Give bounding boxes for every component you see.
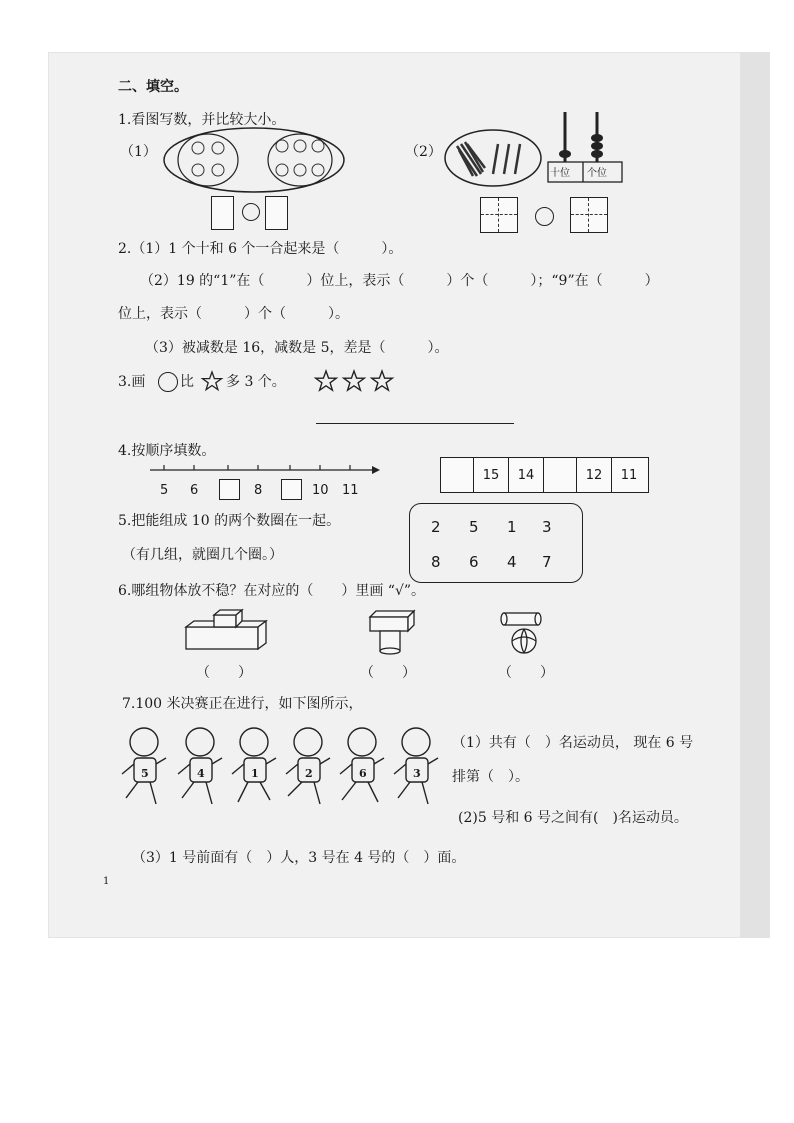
- question-1-part2-label: （2）: [405, 144, 442, 160]
- star-icon: [202, 371, 222, 391]
- drawing-answer-line[interactable]: [316, 423, 514, 424]
- block-on-cylinder-object: [368, 609, 418, 655]
- grid-number[interactable]: 5: [469, 518, 479, 536]
- grid-number[interactable]: 7: [542, 553, 552, 571]
- numberline-blank-1[interactable]: [219, 479, 240, 500]
- number-line: [150, 462, 382, 478]
- question-7-text: 7.100 米决赛正在进行，如下图所示，: [122, 696, 363, 712]
- runner-bib: 2: [305, 767, 313, 780]
- question-5-line1: 5.把能组成 10 的两个数圈在一起。: [118, 513, 341, 529]
- question-1-part1-label: （1）: [120, 144, 157, 160]
- question-2-line4: （3）被减数是 16，减数是 5，差是（ ）。: [145, 340, 449, 356]
- runner-bib: 3: [413, 767, 421, 780]
- numberline-label: 8: [254, 483, 263, 498]
- question-2-line2: （2）19 的“1”在（ ）位上，表示（ ）个（ ）；“9”在（ ）: [140, 273, 659, 289]
- number-grid-box: [409, 503, 583, 583]
- answer-box-1a[interactable]: [211, 196, 234, 230]
- runner-bib: 4: [197, 767, 205, 780]
- question-7-part3: （3）1 号前面有（ ）人，3 号在 4 号的（ ）面。: [132, 850, 466, 866]
- compare-circle-1[interactable]: [242, 203, 260, 221]
- page-number: 1: [103, 876, 110, 887]
- three-stars-illustration: [315, 370, 395, 392]
- answer-box-2b[interactable]: [570, 197, 608, 233]
- grid-number[interactable]: 1: [507, 518, 517, 536]
- answer-paren-3[interactable]: （ ）: [498, 665, 554, 681]
- question-5-line2: （有几组，就圈几个圈。）: [122, 547, 283, 563]
- abacus-ones-label: 个位: [587, 168, 607, 179]
- grid-number[interactable]: 2: [431, 518, 441, 536]
- runner-bib: 5: [141, 767, 149, 780]
- section-title: 二、填空。: [118, 79, 188, 95]
- question-1-text: 1.看图写数，并比较大小。: [118, 112, 286, 128]
- question-4-text: 4.按顺序填数。: [118, 443, 216, 459]
- grid-number[interactable]: 6: [469, 553, 479, 571]
- numberline-label: 11: [342, 483, 359, 498]
- answer-box-1b[interactable]: [265, 196, 288, 230]
- sequence-cell: 12: [577, 458, 612, 492]
- numberline-blank-2[interactable]: [281, 479, 302, 500]
- sequence-cell[interactable]: [544, 458, 577, 492]
- animal-groups-illustration: [160, 126, 350, 196]
- question-7-part1b: 排第（ ）。: [452, 769, 529, 785]
- numberline-label: 6: [190, 483, 199, 498]
- numberline-label: 10: [312, 483, 329, 498]
- question-2-line3: 位上，表示（ ）个（ ）。: [118, 306, 349, 322]
- runner-bib: 6: [359, 767, 367, 780]
- runners-illustration: [116, 724, 436, 812]
- paper-edge: [740, 52, 770, 938]
- cylinder-on-ball-object: [500, 609, 546, 657]
- grid-number[interactable]: 4: [507, 553, 517, 571]
- sequence-cell: 11: [620, 467, 638, 483]
- numberline-label: 5: [160, 483, 169, 498]
- answer-paren-1[interactable]: （ ）: [196, 665, 252, 681]
- answer-box-2a[interactable]: [480, 197, 518, 233]
- sticks-bundle-illustration: [443, 128, 543, 188]
- compare-circle-2[interactable]: [535, 207, 554, 226]
- runner-bib: 1: [251, 767, 259, 780]
- sequence-cell: 14: [509, 458, 544, 492]
- circle-shape: [158, 372, 178, 392]
- stacked-blocks-object: [184, 609, 266, 653]
- question-3-middle: 比: [180, 374, 194, 390]
- answer-paren-2[interactable]: （ ）: [360, 665, 416, 681]
- question-2-line1: 2.（1）1 个十和 6 个一合起来是（ ）。: [118, 241, 403, 257]
- question-7-part2: (2)5 号和 6 号之间有( )名运动员。: [458, 810, 688, 826]
- grid-number[interactable]: 8: [431, 553, 441, 571]
- sequence-cell: 15: [474, 458, 509, 492]
- question-7-part1a: （1）共有（ ）名运动员， 现在 6 号: [452, 735, 694, 751]
- question-3-prefix: 3.画: [118, 374, 146, 390]
- sequence-cell[interactable]: [441, 458, 474, 492]
- sequence-table: [440, 457, 649, 493]
- question-6-text: 6.哪组物体放不稳？在对应的（ ）里画 “√”。: [118, 583, 426, 599]
- question-3-suffix: 多 3 个。: [226, 374, 286, 390]
- grid-number[interactable]: 3: [542, 518, 552, 536]
- abacus-tens-label: 十位: [550, 168, 570, 179]
